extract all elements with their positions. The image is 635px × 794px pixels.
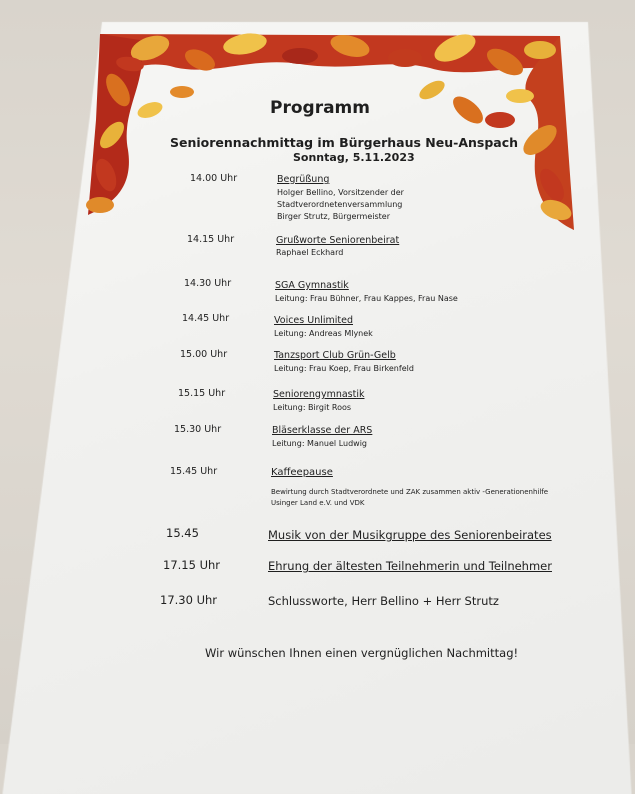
item-detail: Leitung: Frau Koep, Frau Birkenfeld: [274, 364, 414, 373]
item-time: 15.45 Uhr: [170, 466, 218, 477]
item-time: 15.15 Uhr: [178, 388, 226, 399]
item-detail: Leitung: Frau Bühner, Frau Kappes, Frau Nase: [275, 294, 458, 303]
item-time: 17.15 Uhr: [163, 558, 221, 572]
item-time: 14.45 Uhr: [182, 313, 230, 324]
item-activity: Ehrung der ältesten Teilnehmerin und Teilnehmer: [268, 559, 552, 573]
item-activity: Seniorengymnastik: [273, 389, 365, 400]
item-detail: Leitung: Manuel Ludwig: [272, 439, 367, 448]
item-activity: Voices Unlimited: [274, 315, 353, 326]
item-detail: Holger Bellino, Vorsitzender der: [277, 188, 404, 197]
item-detail: Usinger Land e.V. und VDK: [271, 499, 365, 507]
event-subtitle: Seniorennachmittag im Bürgerhaus Neu-Anspach: [170, 135, 519, 150]
item-activity: Musik von der Musikgruppe des Seniorenbeirates: [268, 528, 552, 542]
event-date: Sonntag, 5.11.2023: [293, 151, 415, 164]
item-activity: Grußworte Seniorenbeirat: [276, 235, 400, 246]
item-time: 17.30 Uhr: [160, 593, 218, 607]
item-activity: Schlussworte, Herr Bellino + Herr Strutz: [268, 594, 499, 608]
item-detail: Raphael Eckhard: [276, 248, 344, 257]
closing-message: Wir wünschen Ihnen einen vergnüglichen Nachmittag!: [205, 646, 519, 660]
program-title: Programm: [270, 98, 370, 118]
item-activity: Tanzsport Club Grün-Gelb: [274, 350, 396, 361]
item-activity: Bläserklasse der ARS: [272, 425, 373, 436]
item-detail: Bewirtung durch Stadtverordnete und ZAK zusammen aktiv -Generationenhilfe: [271, 488, 549, 496]
item-detail: Leitung: Andreas Mlynek: [274, 329, 373, 338]
item-time: 14.30 Uhr: [184, 278, 232, 289]
item-activity: Begrüßung: [277, 174, 330, 185]
item-activity: SGA Gymnastik: [275, 280, 349, 291]
item-activity: Kaffeepause: [271, 467, 333, 478]
item-detail: Birger Strutz, Bürgermeister: [277, 212, 390, 221]
item-time: 14.15 Uhr: [187, 234, 235, 245]
item-detail: Stadtverordnetenversammlung: [277, 200, 403, 209]
item-time: 14.00 Uhr: [190, 173, 238, 184]
item-time: 15.45: [166, 526, 199, 540]
item-detail: Leitung: Birgit Roos: [273, 403, 352, 412]
item-time: 15.00 Uhr: [180, 349, 228, 360]
item-time: 15.30 Uhr: [174, 424, 222, 435]
